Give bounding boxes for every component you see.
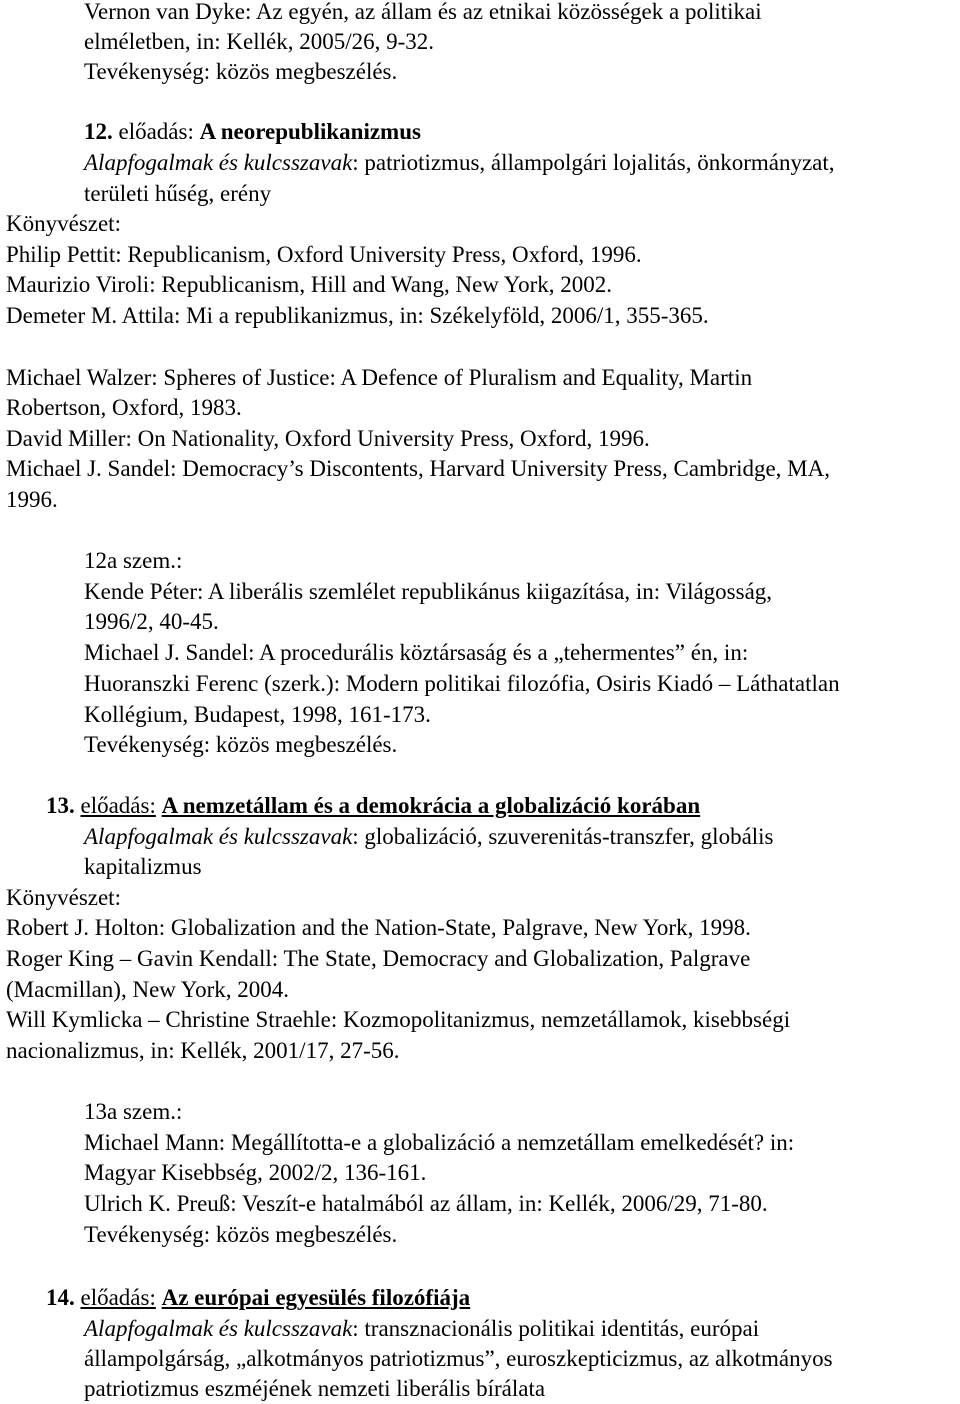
seminar-13a-label: 13a szem.:	[84, 1099, 183, 1124]
bib-entry-cont: (Macmillan), New York, 2004.	[6, 977, 289, 1002]
lecture-12-bib-label: Könyvészet:	[6, 211, 121, 236]
bib-entry-cont: Robertson, Oxford, 1983.	[6, 395, 242, 420]
lecture-12-concepts-cont: területi hűség, erény	[84, 181, 272, 206]
bib-entry-cont: 1996.	[6, 487, 58, 512]
seminar-entry: Ulrich K. Preuß: Veszít-e hatalmából az állam, in: Kellék, 2006/29, 71-80.	[84, 1191, 768, 1216]
lecture-12-title: A neorepublikanizmus	[199, 119, 421, 144]
seminar-12a-label: 12a szem.:	[84, 548, 183, 573]
lecture-13-number: 13.	[46, 793, 75, 818]
top-line-1: Vernon van Dyke: Az egyén, az állam és az etnikai közösségek a politikai	[84, 0, 762, 24]
lecture-12-eloadas: előadás:	[118, 119, 200, 144]
concepts-text: : transznacionális politikai identitás, európai	[352, 1316, 760, 1341]
seminar-entry-cont: Magyar Kisebbség, 2002/2, 136-161.	[84, 1160, 427, 1185]
seminar-entry-cont: Kollégium, Budapest, 1998, 161-173.	[84, 702, 431, 727]
bib-entry-cont: nacionalizmus, in: Kellék, 2001/17, 27-56.	[6, 1038, 400, 1063]
lecture-13-bib-label: Könyvészet:	[6, 885, 121, 910]
lecture-14-concepts	[84, 1314, 759, 1344]
concepts-label: Alapfogalmak és kulcsszavak	[84, 824, 353, 849]
concepts-label: Alapfogalmak és kulcsszavak	[84, 1316, 353, 1341]
top-activity: Tevékenység: közös megbeszélés.	[84, 59, 398, 84]
lecture-13-activity: Tevékenység: közös megbeszélés.	[84, 1222, 398, 1247]
seminar-entry: Michael Mann: Megállította-e a globalizáció a nemzetállam emelkedését? in:	[84, 1130, 795, 1155]
lecture-13-concepts	[84, 822, 774, 852]
lecture-13-eloadas: előadás:	[80, 793, 156, 818]
top-line-2: elméletben, in: Kellék, 2005/26, 9-32.	[84, 29, 435, 54]
lecture-12-number: 12.	[84, 119, 113, 144]
concepts-text: : globalizáció, szuverenitás-transzfer, globális	[352, 824, 774, 849]
concepts-label: Alapfogalmak és kulcsszavak	[84, 150, 353, 175]
seminar-entry-cont: Huoranszki Ferenc (szerk.): Modern politikai filozófia, Osiris Kiadó – Láthatatlan	[84, 671, 840, 696]
bib-entry: Will Kymlicka – Christine Straehle: Kozmopolitanizmus, nemzetállamok, kisebbségi	[6, 1007, 791, 1032]
lecture-14-title: Az európai egyesülés filozófiája	[161, 1285, 471, 1310]
lecture-12-activity: Tevékenység: közös megbeszélés.	[84, 732, 398, 757]
concepts-text: : patriotizmus, állampolgári lojalitás, önkormányzat,	[352, 150, 835, 175]
bib-entry: Roger King – Gavin Kendall: The State, Democracy and Globalization, Palgrave	[6, 946, 751, 971]
seminar-entry: Kende Péter: A liberális szemlélet republikánus kiigazítása, in: Világosság,	[84, 579, 773, 604]
lecture-13-title: A nemzetállam és a demokrácia a globalizáció korában	[161, 793, 701, 818]
lecture-14-concepts-cont: állampolgárság, „alkotmányos patriotizmus”, euroszkepticizmus, az alkotmányos	[84, 1346, 833, 1371]
bib-entry: Michael J. Sandel: Democracy’s Discontents, Harvard University Press, Cambridge, MA,	[6, 456, 830, 481]
lecture-14-number: 14.	[46, 1285, 75, 1310]
bib-entry: David Miller: On Nationality, Oxford University Press, Oxford, 1996.	[6, 426, 650, 451]
lecture-14-eloadas: előadás:	[80, 1285, 156, 1310]
bib-entry: Robert J. Holton: Globalization and the Nation-State, Palgrave, New York, 1998.	[6, 915, 751, 940]
lecture-13-heading	[46, 791, 700, 821]
lecture-12-heading	[84, 117, 421, 147]
seminar-entry: Michael J. Sandel: A procedurális köztársaság és a „tehermentes” én, in:	[84, 640, 749, 665]
lecture-12-concepts	[84, 148, 835, 178]
bib-entry: Michael Walzer: Spheres of Justice: A Defence of Pluralism and Equality, Martin	[6, 365, 753, 390]
bib-entry: Demeter M. Attila: Mi a republikanizmus, in: Székelyföld, 2006/1, 355-365.	[6, 303, 709, 328]
bib-entry: Philip Pettit: Republicanism, Oxford University Press, Oxford, 1996.	[6, 242, 642, 267]
seminar-entry-cont: 1996/2, 40-45.	[84, 609, 219, 634]
lecture-14-heading	[46, 1283, 470, 1313]
bib-entry: Maurizio Viroli: Republicanism, Hill and Wang, New York, 2002.	[6, 272, 613, 297]
lecture-13-concepts-cont: kapitalizmus	[84, 854, 202, 879]
lecture-14-concepts-cont: patriotizmus eszméjének nemzeti liberális bírálata	[84, 1376, 546, 1401]
